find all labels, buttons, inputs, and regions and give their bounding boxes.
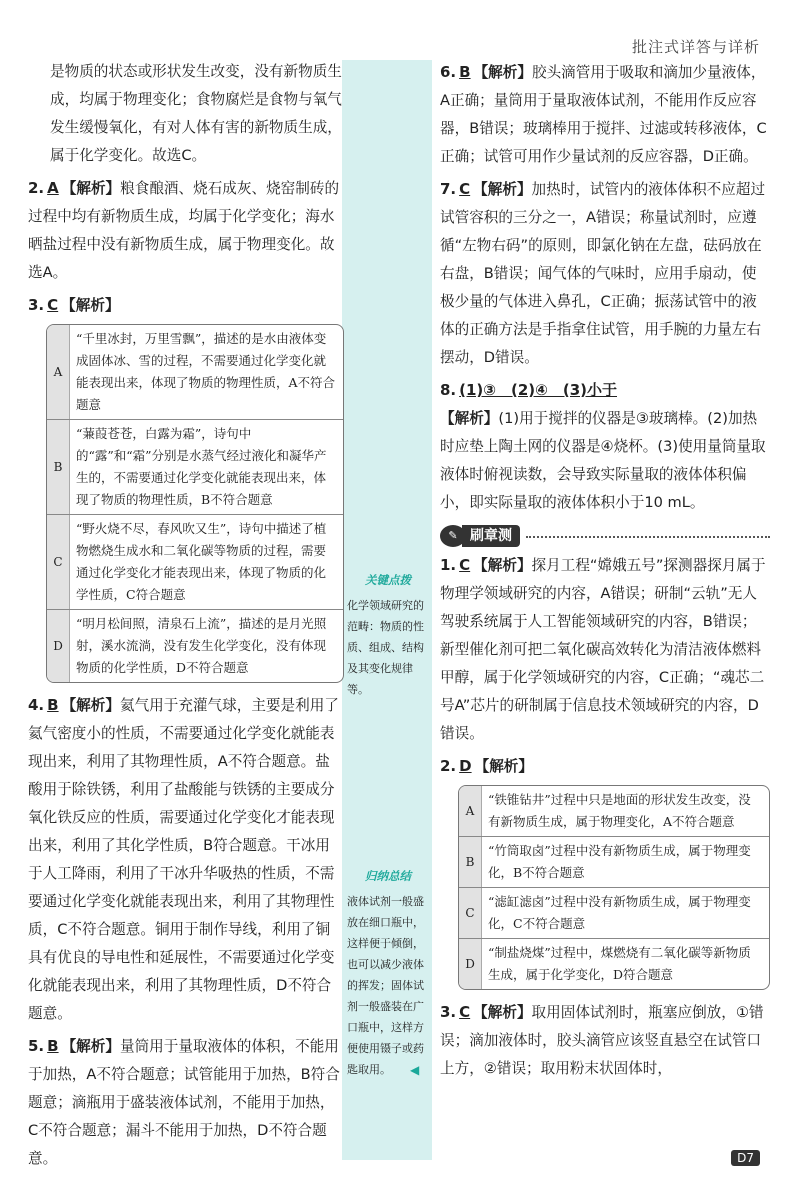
- question-5: [28, 1032, 344, 1173]
- note-key-tip: [347, 570, 429, 700]
- chapter-question-3: [440, 998, 770, 1083]
- option-row: [47, 514, 343, 609]
- question-number: 3.: [440, 1003, 457, 1021]
- question-4: [28, 691, 344, 1028]
- analysis-text: 加热时，试管内的液体体积不应超过试管容积的三分之一，A错误；称量试剂时，应遵循“左物右码”的原则，即氯化钠在左盘，砝码放在右盘，B错误；闻气体的气味时，应用手扇动，使极少量的气体进入鼻孔，C正确；振荡试管中的液体的正确方法是手指拿住试管，用手腕的力量左右摆动，D错误。: [440, 181, 766, 366]
- book-icon: ✎: [440, 525, 466, 547]
- analysis-tag: 【解析】: [474, 758, 533, 775]
- answer: D: [459, 757, 472, 775]
- answer: B: [459, 63, 471, 81]
- analysis-tag: 【解析】: [61, 1038, 120, 1055]
- question-7: [440, 175, 770, 372]
- question-number: 8.: [440, 381, 457, 399]
- analysis-tag: 【解析】: [473, 181, 532, 198]
- chapter-question-2: [440, 752, 770, 781]
- option-row: [47, 325, 343, 419]
- question-number: 2.: [440, 757, 457, 775]
- analysis-text: 胶头滴管用于吸取和滴加少量液体，A正确；量筒用于量取液体试剂，不能用作反应容器，B错误；玻璃棒用于搅拌、过滤或转移液体，C正确；试管可用作少量试剂的反应容器，D正确。: [440, 64, 767, 165]
- banner-label: 刷章测: [462, 525, 520, 547]
- answer: C: [47, 296, 59, 314]
- analysis-tag: 【解析】: [473, 557, 532, 574]
- question-number: 2.: [28, 179, 45, 197]
- option-text: “蒹葭苍苍，白露为霜”，诗句中的“露”和“霜”分别是水蒸气经过液化和凝华产生的，不需要通过化学变化就能表现出来，体现了物质的物理性质，B不符合题意: [76, 426, 327, 507]
- answer: A: [47, 179, 59, 197]
- question-number: 7.: [440, 180, 457, 198]
- note-title: 关键点拨: [365, 573, 411, 587]
- section-banner: [440, 525, 770, 547]
- analysis-text: 粮食酿酒、烧石成灰、烧窑制砖的过程中均有新物质生成，均属于化学变化；海水晒盐过程中没有新物质生成，属于物理变化。故选A。: [28, 180, 340, 281]
- question-number: 6.: [440, 63, 457, 81]
- option-table: [46, 324, 344, 683]
- analysis-tag: 【解析】: [440, 410, 499, 427]
- option-letter: B: [47, 420, 70, 514]
- question-8: [440, 376, 770, 405]
- banner-divider: [526, 535, 770, 538]
- option-row: [459, 887, 769, 938]
- answer: C: [459, 1003, 471, 1021]
- note-title: 归纳总结: [365, 869, 411, 883]
- answer: C: [459, 556, 471, 574]
- option-row: [47, 609, 343, 682]
- option-letter: D: [459, 939, 482, 989]
- left-column: [28, 58, 344, 1173]
- option-text: “野火烧不尽，春风吹又生”，诗句中描述了植物燃烧生成水和二氧化碳等物质的过程，需要通过化学变化才能表现出来，体现了物质的化学性质，C符合题意: [76, 521, 327, 602]
- note-body: 液体试剂一般盛放在细口瓶中，这样便于倾倒，也可以减少液体的挥发；固体试剂一般盛装在广口瓶中，这样方便使用镊子或药匙取用。: [347, 895, 424, 1076]
- answer: C: [459, 180, 471, 198]
- note-body: 化学领域研究的范畴：物质的性质、组成、结构及其变化规律等。: [347, 599, 424, 696]
- question-6: [440, 58, 770, 171]
- option-row: [459, 786, 769, 836]
- pointer-arrow-icon: ◀: [410, 1063, 420, 1077]
- question-number: 4.: [28, 696, 45, 714]
- option-text: “竹筒取卤”过程中没有新物质生成，属于物理变化，B不符合题意: [488, 843, 751, 880]
- analysis-tag: 【解析】: [61, 297, 120, 314]
- page-number: D7: [731, 1150, 760, 1166]
- analysis-tag: 【解析】: [61, 180, 121, 197]
- analysis-text: (1)用于搅拌的仪器是③玻璃棒。(2)加热时应垫上陶土网的仪器是④烧杯。(3)使用量筒量取液体时俯视读数，会导致实际量取的液体体积偏小，即实际量取的液体体积小于10 mL。: [440, 410, 766, 511]
- paragraph: 是物质的状态或形状发生改变，没有新物质生成，均属于物理变化；食物腐烂是食物与氧气发生缓慢氧化，有对人体有害的新物质生成，属于化学变化。故选C。: [50, 63, 342, 164]
- option-letter: A: [47, 325, 70, 419]
- analysis-tag: 【解析】: [61, 697, 120, 714]
- analysis-text: 量筒用于量取液体的体积，不能用于加热，A不符合题意；试管能用于加热，B符合题意；滴瓶用于盛装液体试剂，不能用于加热，C不符合题意；漏斗不能用于加热，D不符合题意。: [28, 1038, 340, 1167]
- header-title: 批注式详答与详析: [631, 38, 760, 56]
- analysis-text: 氦气用于充灌气球，主要是利用了氦气密度小的性质，不需要通过化学变化就能表现出来，利用了其物理性质，A不符合题意。盐酸用于除铁锈，利用了盐酸能与铁锈的主要成分氧化铁反应的性质，需要通过化学变化才能表现出来，利用了其化学性质，B符合题意。干冰用于人工降雨，利用了干冰升华吸热的性质，不需要通过化学变化就能表现出来，利用了其物理性质，C不符合题意。铜用于制作导线，利用了铜具有优良的导电性和延展性，不需要通过化学变化就能表现出来，利用了其物理性质，D不符合题意。: [28, 697, 339, 1022]
- option-row: [459, 938, 769, 989]
- option-row: [47, 419, 343, 514]
- note-summary: [347, 866, 429, 1080]
- answer: B: [47, 1037, 59, 1055]
- right-column: [440, 58, 770, 1083]
- option-letter: C: [47, 515, 70, 609]
- analysis-text: 取用固体试剂时，瓶塞应倒放，①错误；滴加液体时，胶头滴管应该竖直悬空在试管口上方，②错误；取用粉末状固体时，: [440, 1004, 764, 1077]
- option-letter: A: [459, 786, 482, 836]
- option-text: “铁锥钻井”过程中只是地面的形状发生改变，没有新物质生成，属于物理变化，A不符合题意: [488, 792, 751, 829]
- answer: (1)③ (2)④ (3)小于: [459, 381, 617, 399]
- analysis-tag: 【解析】: [473, 64, 532, 81]
- option-letter: D: [47, 610, 70, 682]
- question-number: 1.: [440, 556, 457, 574]
- option-text: “制盐烧煤”过程中，煤燃烧有二氧化碳等新物质生成，属于化学变化，D符合题意: [488, 945, 751, 982]
- option-letter: C: [459, 888, 482, 938]
- question-number: 5.: [28, 1037, 45, 1055]
- analysis-tag: 【解析】: [473, 1004, 532, 1021]
- question-8-analysis: [440, 405, 770, 517]
- option-table: [458, 785, 770, 990]
- answer: B: [47, 696, 59, 714]
- question-number: 3.: [28, 296, 45, 314]
- option-text: “滤缸滤卤”过程中没有新物质生成，属于物理变化，C不符合题意: [488, 894, 751, 931]
- side-notes: [342, 0, 434, 1186]
- question-3: [28, 291, 344, 320]
- option-row: [459, 836, 769, 887]
- option-text: “千里冰封，万里雪飘”，描述的是水由液体变成固体冰、雪的过程，不需要通过化学变化就能表现出来，体现了物质的物理性质，A不符合题意: [76, 331, 336, 412]
- option-letter: B: [459, 837, 482, 887]
- analysis-text: 探月工程“嫦娥五号”探测器探月属于物理学领域研究的内容，A错误；研制“云轨”无人驾驶系统属于人工智能领域研究的内容，B错误；新型催化剂可把二氧化碳高效转化为清洁液体燃料甲醇，属于化学领域研究的内容，C正确；“魂芯二号A”芯片的研制属于信息技术领域研究的内容，D错误。: [440, 557, 766, 742]
- question-2: [28, 174, 344, 287]
- chapter-question-1: [440, 551, 770, 748]
- option-text: “明月松间照，清泉石上流”，描述的是月光照射，溪水流淌，没有发生化学变化，没有体现物质的化学性质，D不符合题意: [76, 616, 327, 675]
